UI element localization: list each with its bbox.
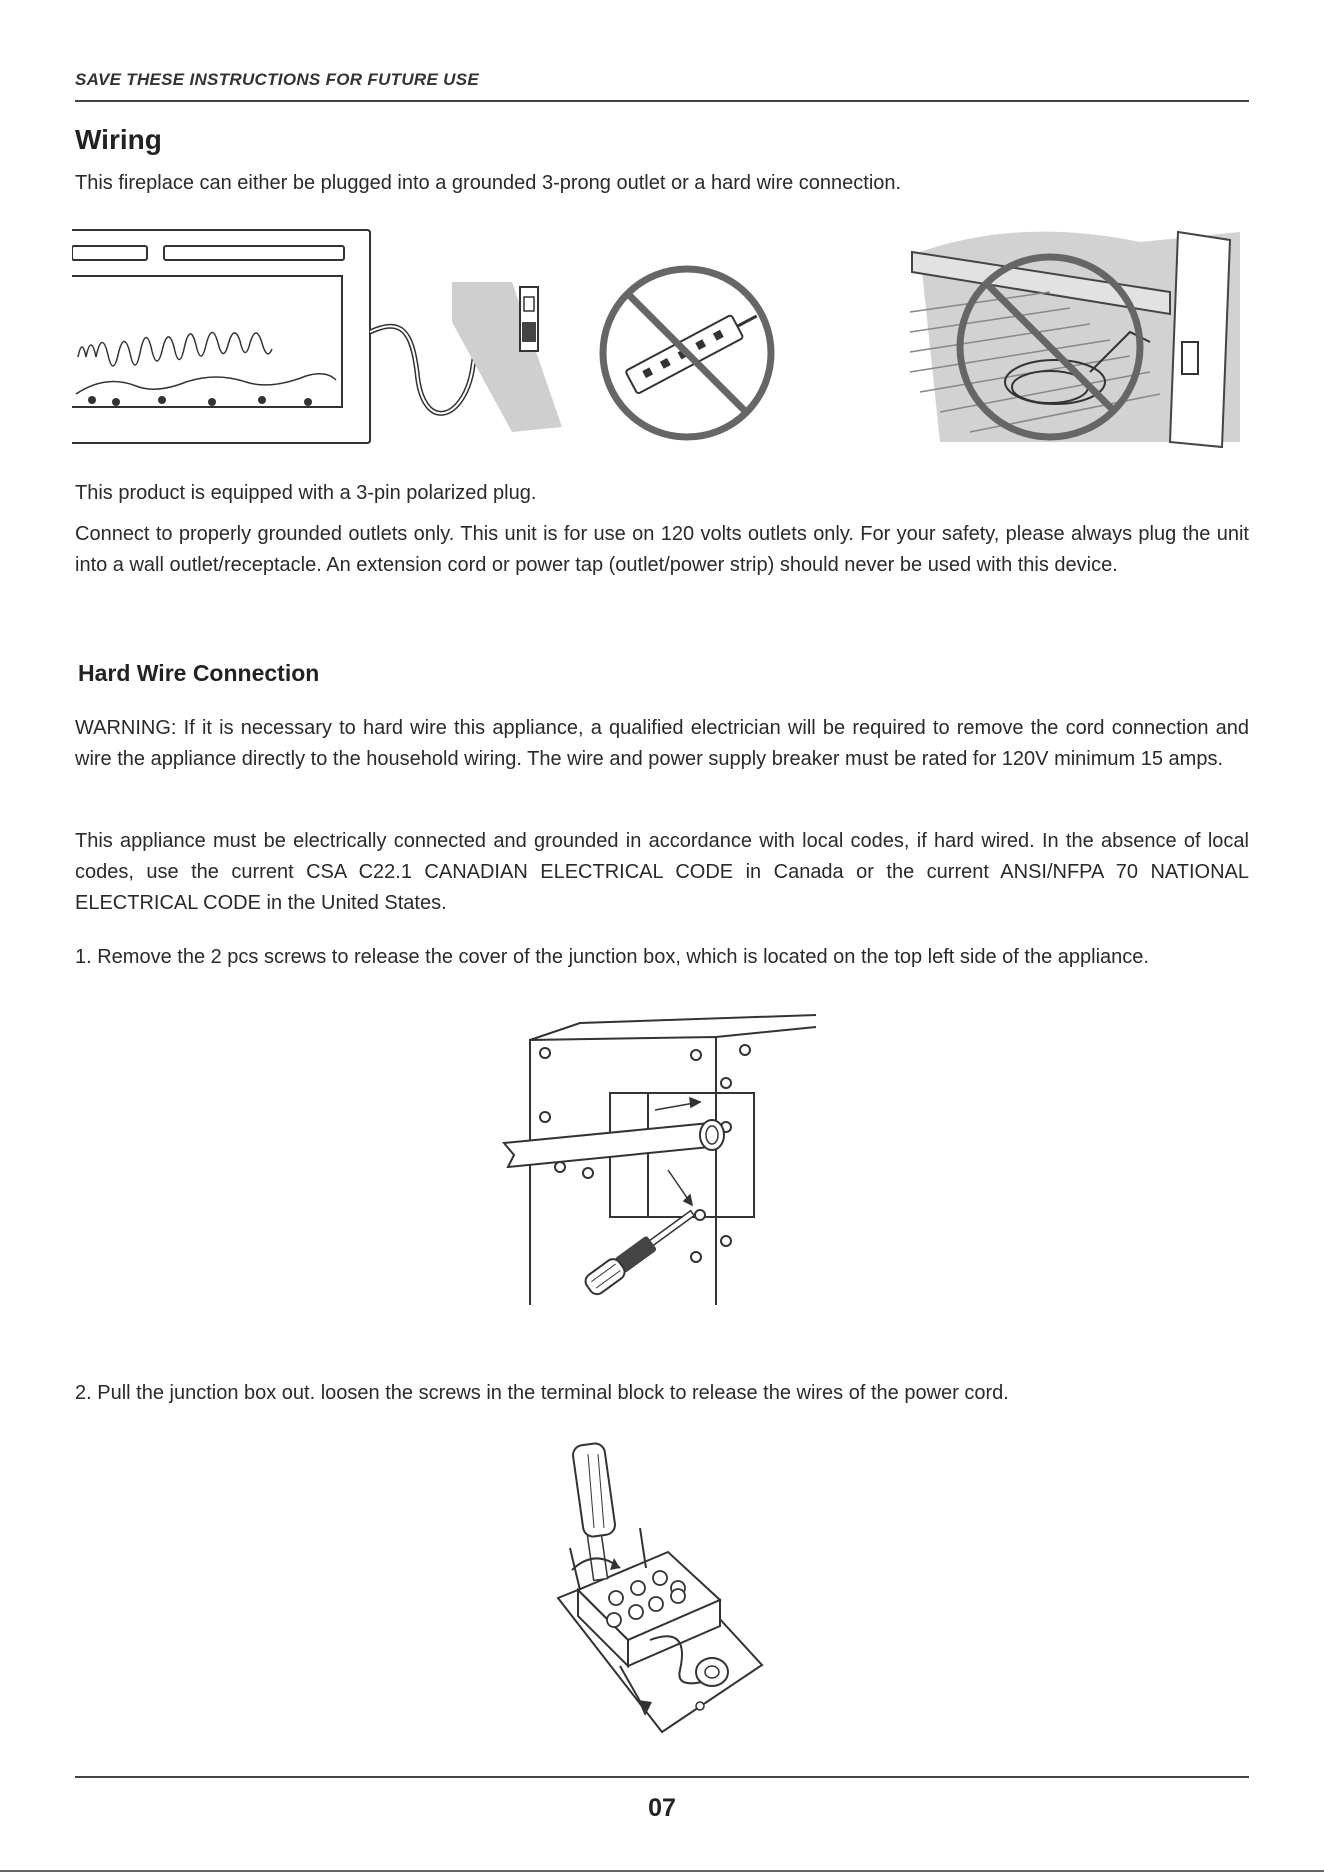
wiring-intro: This fireplace can either be plugged into a grounded 3-prong outlet or a hard wire connection. bbox=[75, 172, 902, 194]
terminal-block-illustration bbox=[550, 1440, 770, 1740]
step-1-text: 1. Remove the 2 pcs screws to release the cover of the junction box, which is located on the top left side of the appliance. bbox=[75, 946, 1149, 968]
page-number: 07 bbox=[648, 1794, 676, 1822]
section-title-wiring: Wiring bbox=[75, 124, 162, 155]
running-header: SAVE THESE INSTRUCTIONS FOR FUTURE USE bbox=[75, 70, 480, 89]
no-cord-under-rug-illustration bbox=[900, 222, 1240, 462]
no-power-strip-illustration bbox=[594, 260, 780, 446]
junction-box-cover-illustration bbox=[500, 1005, 820, 1305]
section-title-hard-wire: Hard Wire Connection bbox=[78, 660, 320, 686]
fireplace-plugged-illustration bbox=[72, 222, 572, 447]
plug-note: This product is equipped with a 3-pin polarized plug. bbox=[75, 482, 537, 504]
step-2-text: 2. Pull the junction box out. loosen the screws in the terminal block to release the wires of the power cord. bbox=[75, 1382, 1009, 1404]
outlet-safety-note: Connect to properly grounded outlets only. This unit is for use on 120 volts outlets only. For your safety, please always plug the unit into a wall outlet/receptacle. An extension cord or power tap (outlet/power strip) should never be used with this device. bbox=[75, 523, 1249, 576]
footer-rule bbox=[75, 1776, 1249, 1778]
electrical-code-note: This appliance must be electrically connected and grounded in accordance with local codes, if hard wired. In the absence of local codes, use the current CSA C22.1 CANADIAN ELECTRICAL CODE in Canada or the current ANSI/NFPA 70 NATIONAL ELECTRICAL CODE in the United States. bbox=[75, 830, 1249, 914]
hard-wire-warning: WARNING: If it is necessary to hard wire this appliance, a qualified electrician will be required to remove the cord connection and wire the appliance directly to the household wiring. The wire and power supply breaker must be rated for 120V minimum 15 amps. bbox=[75, 717, 1249, 770]
header-rule bbox=[75, 100, 1249, 102]
